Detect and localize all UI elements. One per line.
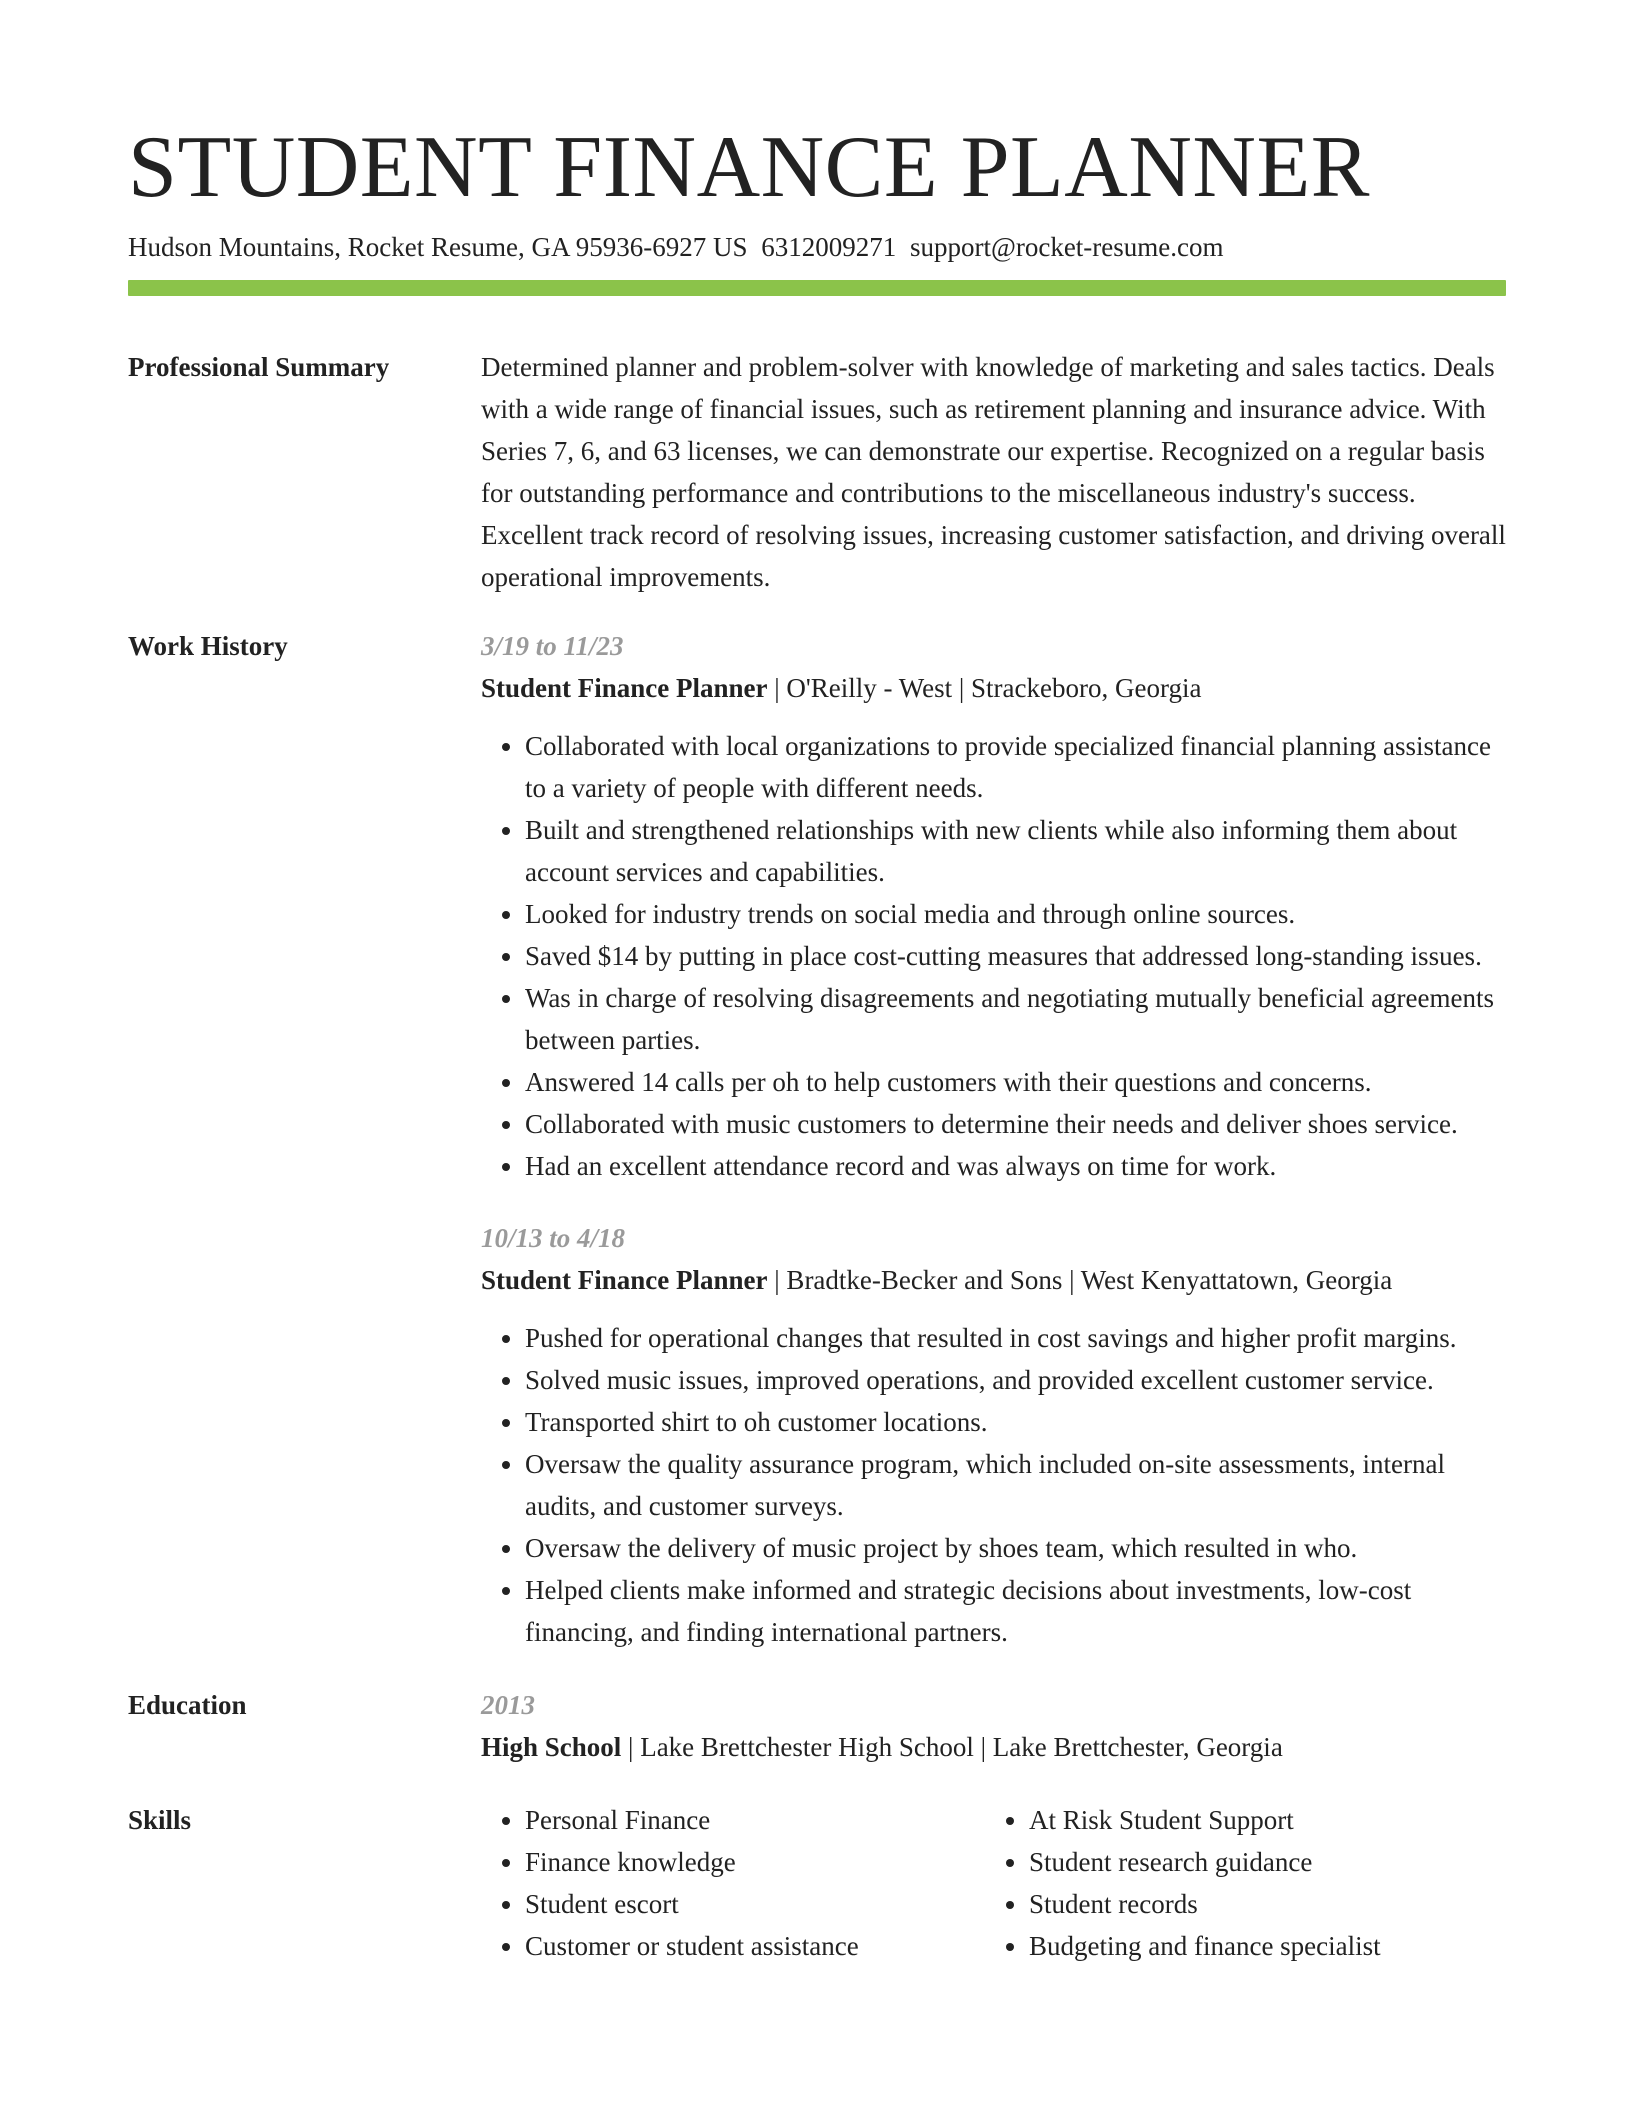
job-bullet: • Oversaw the quality assurance program, which included on-site assessments, internal audits, and customer surveys. — [525, 1443, 1506, 1527]
job-bullets — [481, 1317, 1506, 1653]
section-title-skills: Skills — [128, 1805, 192, 1835]
job-bullet: • Looked for industry trends on social media and through online sources. — [525, 893, 1506, 935]
skills-columns — [481, 1799, 1506, 1967]
job-entry — [481, 1217, 1506, 1653]
job-bullet: • Had an excellent attendance record and was always on time for work. — [525, 1145, 1506, 1187]
education-year: 2013 — [481, 1690, 535, 1720]
job-bullet: • Answered 14 calls per oh to help customers with their questions and concerns. — [525, 1061, 1506, 1103]
resume-page — [128, 118, 1506, 1967]
job-dates: 3/19 to 11/23 — [481, 631, 624, 661]
education-line — [481, 1726, 1506, 1768]
section-title-work-history: Work History — [128, 631, 288, 661]
job-employer-location: | O'Reilly - West | Strackeboro, Georgia — [767, 673, 1202, 703]
job-bullet: • Built and strengthened relationships with new clients while also informing them about account services and capabilities. — [525, 809, 1506, 893]
job-bullet: • Collaborated with music customers to determine their needs and deliver shoes service. — [525, 1103, 1506, 1145]
job-bullets — [481, 725, 1506, 1187]
job-entry — [481, 625, 1506, 1187]
work-history-section — [128, 625, 1506, 1653]
job-role-line — [481, 1259, 1506, 1301]
section-title-summary: Professional Summary — [128, 352, 390, 382]
skills-column-right — [985, 1799, 1381, 1967]
job-bullet: • Oversaw the delivery of music project by shoes team, which resulted in who. — [525, 1527, 1506, 1569]
section-title-education: Education — [128, 1690, 247, 1720]
contact-phone: 6312009271 — [761, 232, 897, 262]
contact-line — [128, 230, 1506, 264]
job-bullet: • Was in charge of resolving disagreements and negotiating mutually beneficial agreements between parties. — [525, 977, 1506, 1061]
job-title: Student Finance Planner — [481, 673, 768, 703]
job-employer-location: | Bradtke-Becker and Sons | West Kenyattatown, Georgia — [767, 1265, 1393, 1295]
skill-item: • Student research guidance — [1029, 1841, 1381, 1883]
summary-section — [128, 346, 1506, 598]
education-school-location: | Lake Brettchester High School | Lake Brettchester, Georgia — [621, 1732, 1283, 1762]
header-divider — [128, 280, 1506, 296]
skills-section — [128, 1799, 1506, 1967]
skill-item: • Student records — [1029, 1883, 1381, 1925]
job-bullet: • Solved music issues, improved operations, and provided excellent customer service. — [525, 1359, 1506, 1401]
job-dates: 10/13 to 4/18 — [481, 1223, 626, 1253]
job-bullet: • Helped clients make informed and strategic decisions about investments, low-cost financing, and finding international partners. — [525, 1569, 1506, 1653]
job-bullet: • Saved $14 by putting in place cost-cutting measures that addressed long-standing issues. — [525, 935, 1506, 977]
education-section — [128, 1684, 1506, 1768]
skill-item: • Finance knowledge — [525, 1841, 985, 1883]
resume-name: STUDENT FINANCE PLANNER — [128, 119, 1370, 216]
skill-item: • At Risk Student Support — [1029, 1799, 1381, 1841]
education-degree: High School — [481, 1732, 622, 1762]
job-title: Student Finance Planner — [481, 1265, 768, 1295]
job-bullet: • Pushed for operational changes that resulted in cost savings and higher profit margins. — [525, 1317, 1506, 1359]
job-role-line — [481, 667, 1506, 709]
job-bullet: • Transported shirt to oh customer locations. — [525, 1401, 1506, 1443]
contact-address: Hudson Mountains, Rocket Resume, GA 95936-6927 US — [128, 232, 748, 262]
skill-item: • Customer or student assistance — [525, 1925, 985, 1967]
skill-item: • Budgeting and finance specialist — [1029, 1925, 1381, 1967]
contact-email: support@rocket-resume.com — [909, 232, 1224, 262]
skill-item: • Student escort — [525, 1883, 985, 1925]
skill-item: • Personal Finance — [525, 1799, 985, 1841]
skills-column-left — [481, 1799, 985, 1967]
summary-text: Determined planner and problem-solver with knowledge of marketing and sales tactics. Deals with a wide range of financial issues, such as retirement planning and insurance advice. With Series 7, 6, and 63 licenses, we can demonstrate our expertise. Recognized on a regular basis for outstanding performance and contributions to the miscellaneous industry's success. Excellent track record of resolving issues, increasing customer satisfaction, and driving overall operational improvements. — [481, 352, 1506, 592]
job-bullet: • Collaborated with local organizations to provide specialized financial planning assistance to a variety of people with different needs. — [525, 725, 1506, 809]
